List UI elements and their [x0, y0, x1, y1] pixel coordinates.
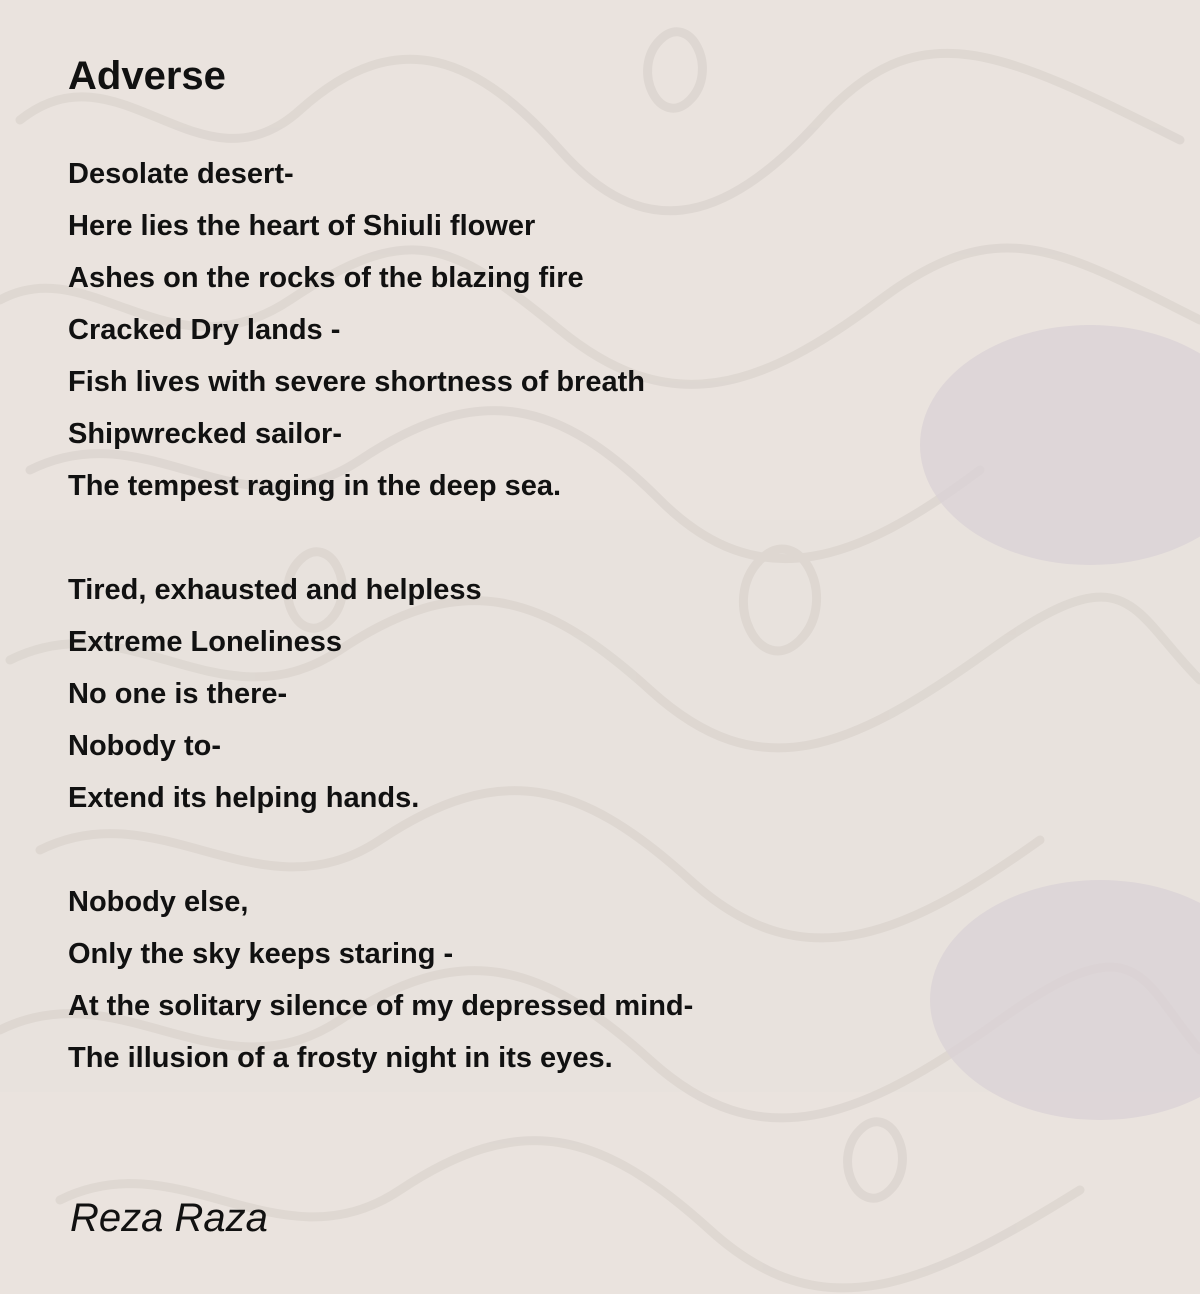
stanza-3: [68, 876, 1068, 1084]
poem-line: Extend its helping hands.: [68, 782, 420, 814]
poem-line: Here lies the heart of Shiuli flower: [68, 210, 536, 242]
poem-line: Fish lives with severe shortness of breath: [68, 366, 645, 398]
poem-line: Only the sky keeps staring -: [68, 938, 454, 970]
stanza-1: [68, 148, 1068, 512]
poem-line: The tempest raging in the deep sea.: [68, 470, 562, 502]
poem-line: Cracked Dry lands -: [68, 314, 341, 346]
poem-line: The illusion of a frosty night in its eyes.: [68, 1042, 613, 1074]
poem-line: Extreme Loneliness: [68, 626, 342, 658]
poem-line: No one is there-: [68, 678, 288, 710]
poem-body: [68, 148, 1068, 1136]
author-name: Reza Raza: [70, 1196, 268, 1240]
stanza-2: [68, 564, 1068, 824]
poem-line: Desolate desert-: [68, 158, 294, 190]
poem-line: Tired, exhausted and helpless: [68, 574, 482, 606]
poem-line: Ashes on the rocks of the blazing fire: [68, 262, 584, 294]
poem-line: Shipwrecked sailor-: [68, 418, 342, 450]
poem-title: Adverse: [68, 54, 226, 98]
poem-line: Nobody else,: [68, 886, 249, 918]
poem-line: Nobody to-: [68, 730, 222, 762]
poem-line: At the solitary silence of my depressed mind-: [68, 990, 694, 1022]
